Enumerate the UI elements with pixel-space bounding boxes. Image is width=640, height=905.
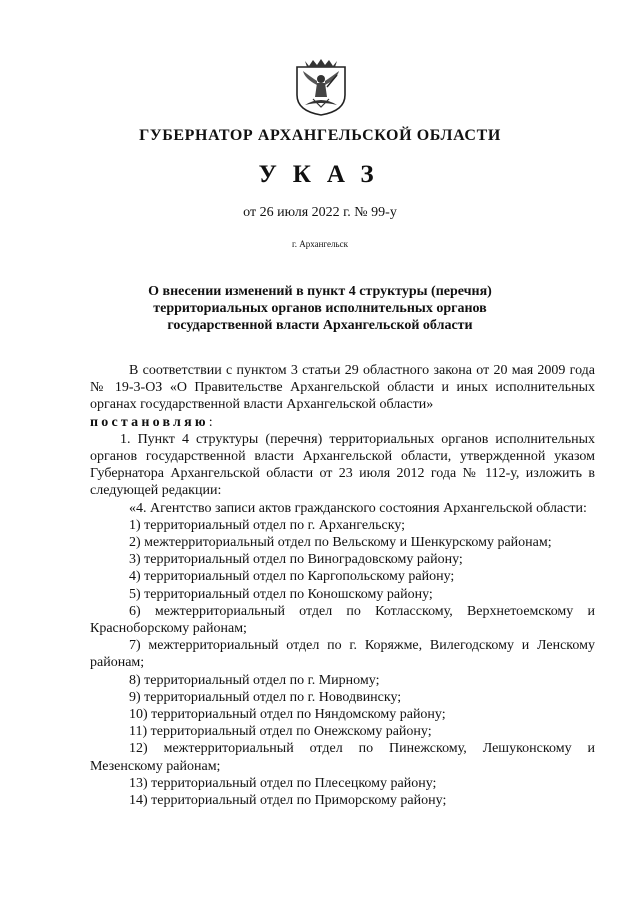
agency-paragraph: «4. Агентство записи актов гражданского состояния Архангельской области: [129,500,587,516]
decree-date: от 26 июля 2022 г. № 99-у [243,205,397,220]
office-list [90,517,595,809]
list-item: 7) межтерриториальный отдел по г. Коряжме, Вилегодскому и Ленскому районам; [90,638,595,671]
decree-title [80,283,560,334]
title-line: государственной власти Архангельской области [167,318,473,333]
clause-paragraph: 1. Пункт 4 структуры (перечня) территориальных органов исполнительных органов государственной власти Архангельской области, утвержденной указом Губернатора Архангельской области от 23 июля 2012 года № 112-у, изложить в следующей редакции: [90,431,595,499]
decree-colon: : [208,414,213,430]
decree-word-line [90,414,595,431]
list-item: 13) территориальный отдел по Плесецкому району; [129,775,437,791]
title-line: территориальных органов исполнительных органов [153,301,487,316]
list-item: 1) территориальный отдел по г. Архангельску; [129,517,406,533]
decree-city: г. Архангельск [292,239,348,249]
list-item: 14) территориальный отдел по Приморскому району; [129,793,447,809]
title-line: О внесении изменений в пункт 4 структуры (перечня) [148,284,492,299]
list-item: 2) межтерриториальный отдел по Вельскому и Шенкурскому районам; [129,535,552,551]
preamble-paragraph: В соответствии с пунктом 3 статьи 29 областного закона от 20 мая 2009 года № 19-3-ОЗ «О Правительстве Архангельской области и иных исполнительных органах государственной власти Архангельской области» [90,363,595,413]
list-item: 3) территориальный отдел по Виноградовскому району; [129,552,463,568]
list-item: 8) территориальный отдел по г. Мирному; [129,672,380,688]
coat-of-arms-icon [295,57,347,117]
list-item: 6) межтерриториальный отдел по Котласскому, Верхнетоемскому и Красноборскому районам; [90,603,595,637]
list-item: 11) территориальный отдел по Онежскому району; [129,724,432,740]
list-item: 4) территориальный отдел по Каргопольскому району; [129,569,455,585]
list-item: 5) территориальный отдел по Коношскому району; [129,586,433,602]
decree-body [90,362,595,809]
list-item: 9) территориальный отдел по г. Новодвинску; [129,689,402,705]
governor-heading: ГУБЕРНАТОР АРХАНГЕЛЬСКОЙ ОБЛАСТИ [139,127,501,144]
decree-heading: УКАЗ [258,161,390,188]
list-item: 10) территориальный отдел по Няндомскому району; [129,707,446,723]
decree-word: постановляю [90,414,209,430]
list-item: 12) межтерриториальный отдел по Пинежскому, Лешуконскому и Мезенскому районам; [90,741,595,774]
